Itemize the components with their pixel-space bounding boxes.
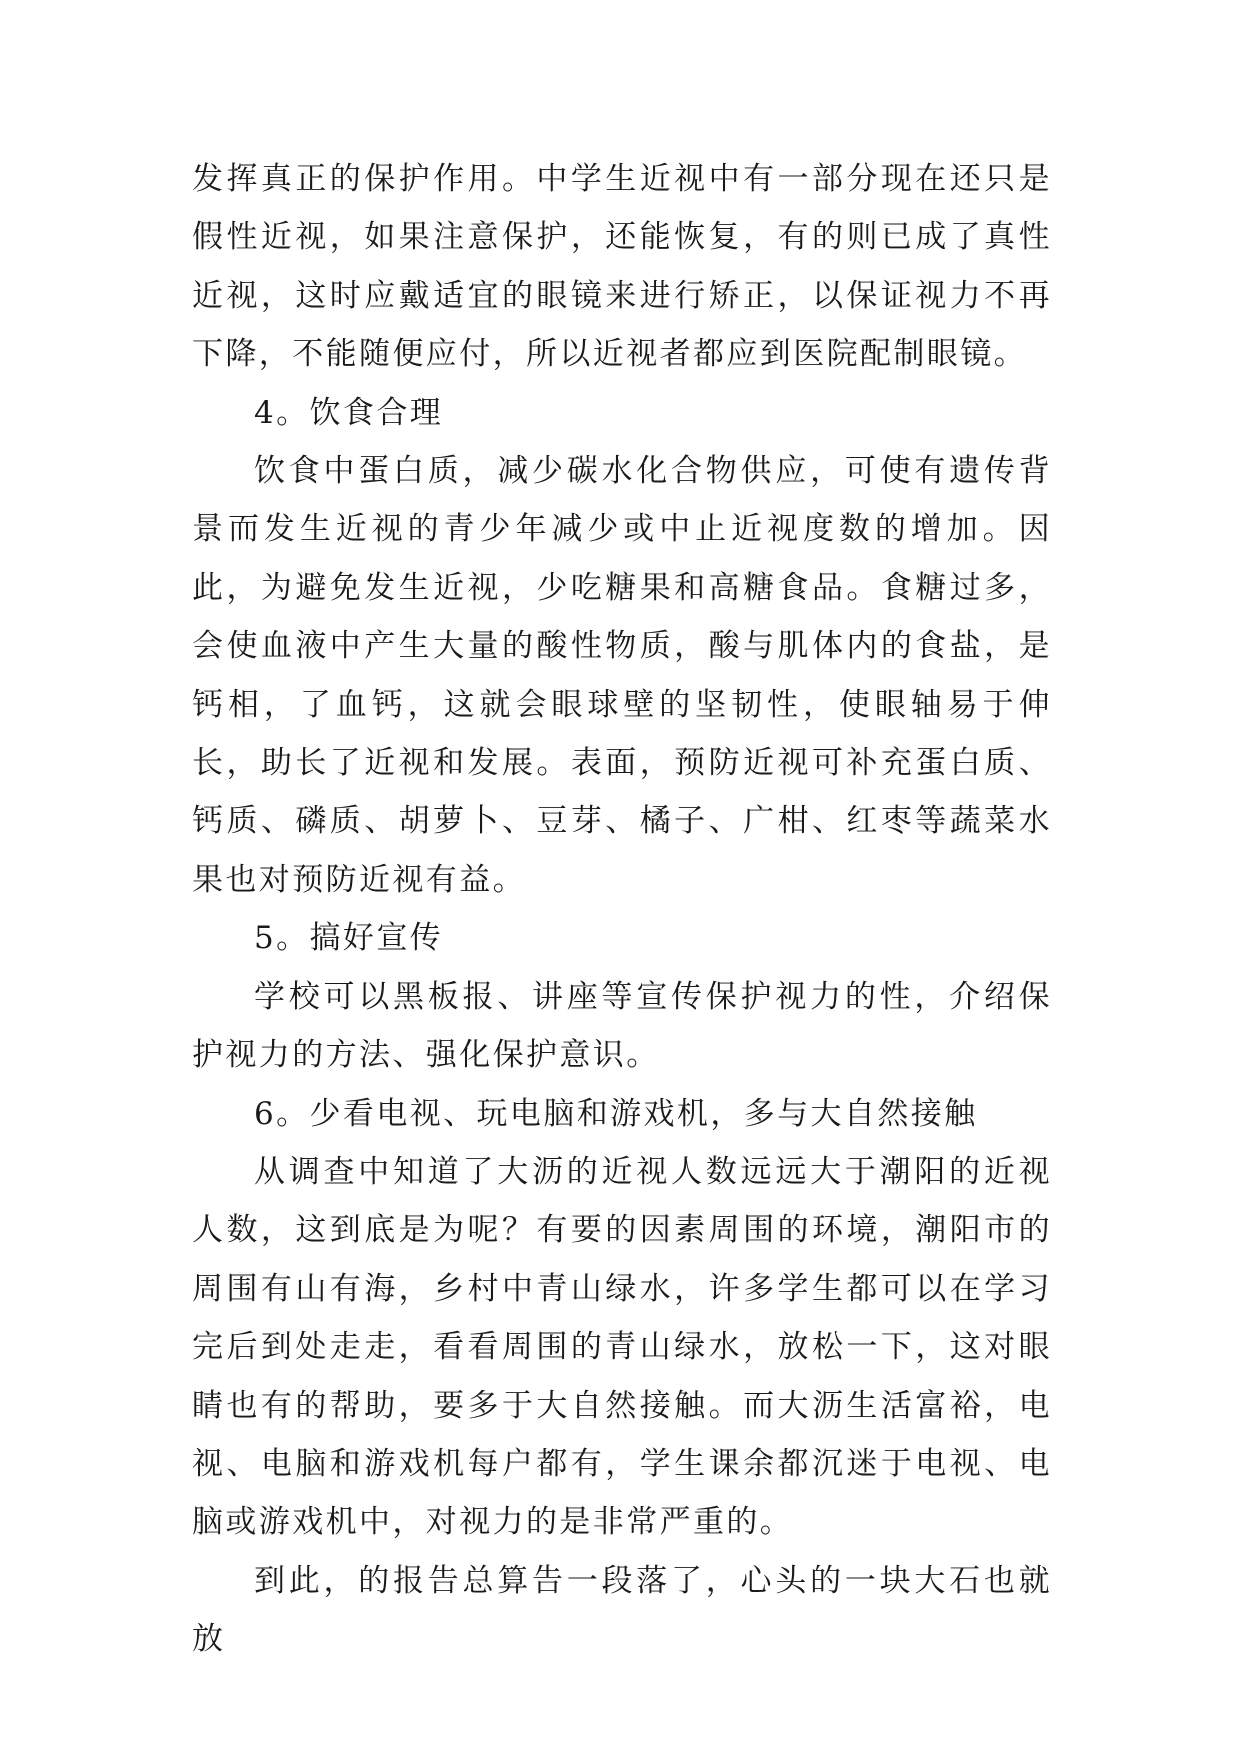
document-body (192, 150, 1052, 1669)
section-heading-publicity: 5。搞好宣传 (254, 920, 444, 957)
paragraph-publicity: 学校可以黑板报、讲座等宣传保护视力的性，介绍保护视力的方法、强化保护意识。 (192, 978, 1052, 1074)
paragraph-nature: 从调查中知道了大沥的近视人数远远大于潮阳的近视人数，这到底是为呢？有要的因素周围的环境，潮阳市的周围有山有海，乡村中青山绿水，许多学生都可以在学习完后到处走走，看看周围的青山绿水，放松一下，这对眼睛也有的帮助，要多于大自然接触。而大沥生活富裕，电视、电脑和游戏机每户都有，学生课余都沉迷于电视、电脑或游戏机中，对视力的是非常严重的。 (192, 1153, 1052, 1541)
paragraph-conclusion: 到此，的报告总算告一段落了，心头的一块大石也就放 (192, 1562, 1052, 1658)
paragraph-continuation: 发挥真正的保护作用。中学生近视中有一部分现在还只是假性近视，如果注意保护，还能恢复，有的则已成了真性近视，这时应戴适宜的眼镜来进行矫正，以保证视力不再下降，不能随便应付，所以近视者都应到医院配制眼镜。 (192, 161, 1052, 373)
paragraph-diet: 饮食中蛋白质，减少碳水化合物供应，可使有遗传背景而发生近视的青少年减少或中止近视度数的增加。因此，为避免发生近视，少吃糖果和高糖食品。食糖过多，会使血液中产生大量的酸性物质，酸与肌体内的食盐，是钙相，了血钙，这就会眼球壁的坚韧性，使眼轴易于伸长，助长了近视和发展。表面，预防近视可补充蛋白质、钙质、磷质、胡萝卜、豆芽、橘子、广柑、红枣等蔬菜水果也对预防近视有益。 (192, 453, 1052, 898)
section-heading-nature: 6。少看电视、玩电脑和游戏机，多与大自然接触 (254, 1095, 978, 1132)
section-heading-diet: 4。饮食合理 (254, 394, 444, 431)
